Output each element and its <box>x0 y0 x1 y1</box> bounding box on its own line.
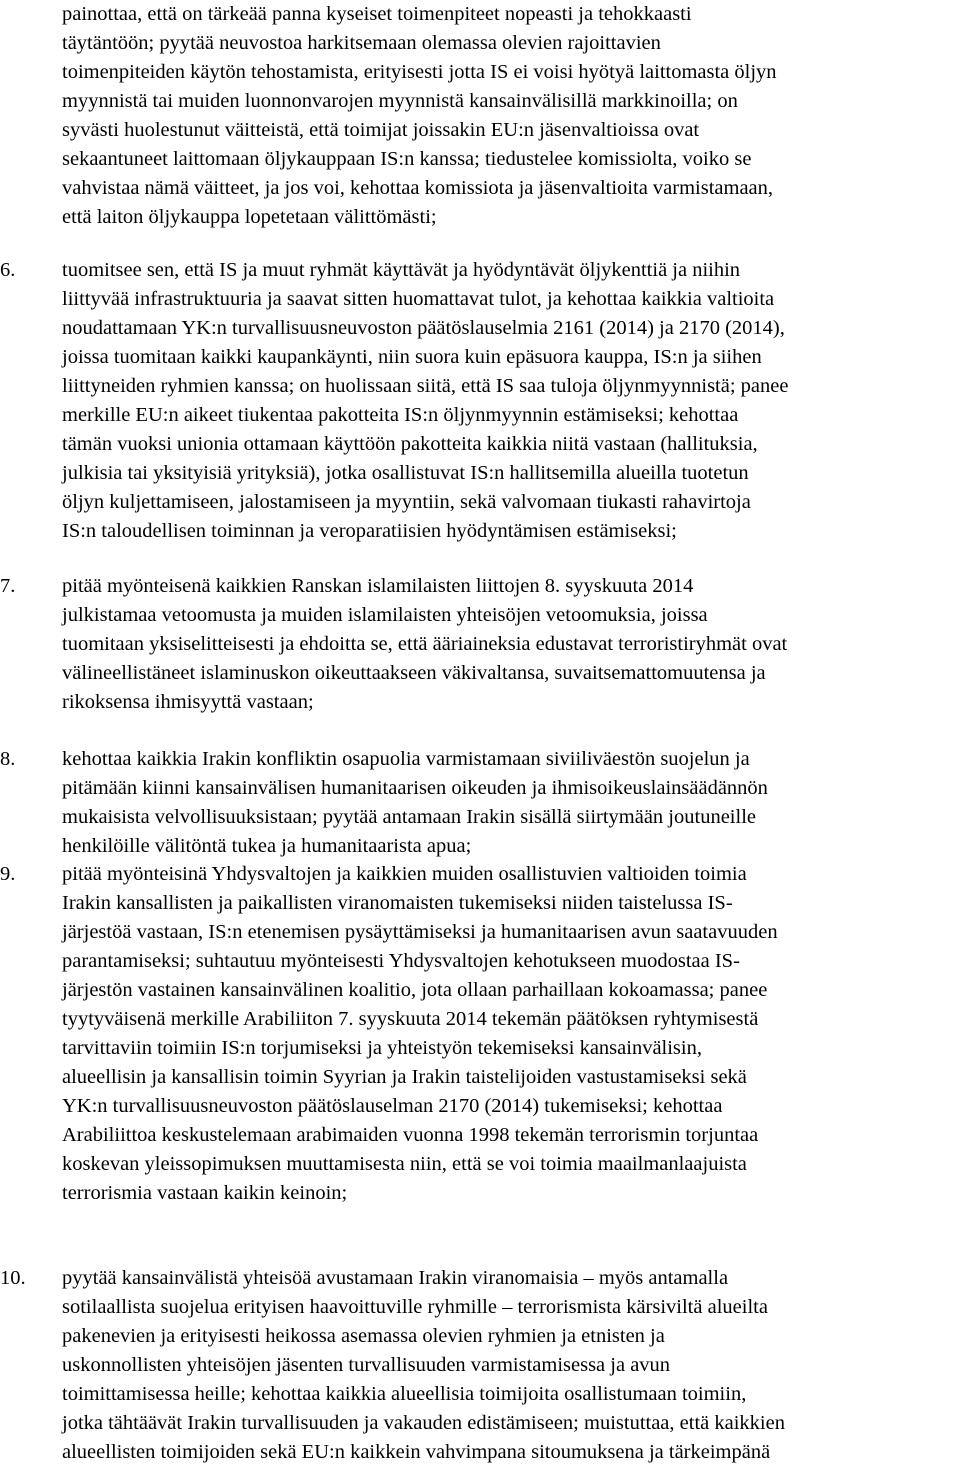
text-line: tämän vuoksi unionia ottamaan käyttöön pakotteita kaikkia niitä vastaan (hallituksia, <box>62 433 758 455</box>
text-line: painottaa, että on tärkeää panna kyseiset toimenpiteet nopeasti ja tehokkaasti <box>62 3 692 25</box>
text-line: alueellisten toimijoiden sekä EU:n kaikkein vahvimpana sitoumuksena ja tärkeimpänä <box>62 1441 771 1463</box>
text-line: pitää myönteisenä kaikkien Ranskan islamilaisten liittojen 8. syyskuuta 2014 <box>62 575 694 597</box>
text-line: järjestöä vastaan, IS:n etenemisen pysäyttämiseksi ja humanitaarisen avun saatavuuden <box>62 921 778 943</box>
text-line: pitää myönteisinä Yhdysvaltojen ja kaikkien muiden osallistuvien valtioiden toimia <box>62 863 747 885</box>
text-line: Irakin kansallisten ja paikallisten viranomaisten tukemiseksi niiden taistelussa IS- <box>62 892 733 914</box>
text-line: pitämään kiinni kansainvälisen humanitaarisen oikeuden ja ihmisoikeuslainsäädännön <box>62 777 768 799</box>
text-line: jotka tähtäävät Irakin turvallisuuden ja vakauden edistämiseen; muistuttaa, että kaikkien <box>62 1412 785 1434</box>
text-line: pyytää kansainvälistä yhteisöä avustamaan Irakin viranomaisia – myös antamalla <box>62 1267 729 1289</box>
text-line: tarvittaviin toimiin IS:n torjumiseksi ja yhteistyön tekemiseksi kansainvälisin, <box>62 1037 702 1059</box>
text-line: tuomitaan yksiselitteisesti ja ehdoitta se, että ääriaineksia edustavat terroristiryhmät ovat <box>62 633 788 655</box>
text-line: liittyneiden ryhmien kanssa; on huolissaan siitä, että IS saa tuloja öljynmyynnistä; panee <box>62 375 789 397</box>
text-line: terrorismia vastaan kaikin keinoin; <box>62 1182 348 1204</box>
text-line: Arabiliittoa keskustelemaan arabimaiden vuonna 1998 tekemän terrorismin torjuntaa <box>62 1124 759 1146</box>
text-line: että laiton öljykauppa lopetetaan välittömästi; <box>62 206 437 228</box>
text-line: myynnistä tai muiden luonnonvarojen myynnistä kansainvälisillä markkinoilla; on <box>62 90 738 112</box>
text-line: pakenevien ja erityisesti heikossa asemassa olevien ryhmien ja etnisten ja <box>62 1325 665 1347</box>
text-line: uskonnollisten yhteisöjen jäsenten turvallisuuden varmistamisessa ja avun <box>62 1354 671 1376</box>
text-line: parantamiseksi; suhtautuu myönteisesti Yhdysvaltojen kehotukseen muodostaa IS- <box>62 950 740 972</box>
text-line: öljyn kuljettamiseen, jalostamiseen ja myyntiin, sekä valvomaan tiukasti rahavirtoja <box>62 491 751 513</box>
list-item-7 <box>62 572 960 717</box>
text-line: koskevan yleissopimuksen muuttamisesta niin, että se voi toimia maailmanlaajuista <box>62 1153 747 1175</box>
text-line: sekaantuneet laittomaan öljykauppaan IS:n kanssa; tiedustelee komissiolta, voiko se <box>62 148 752 170</box>
text-line: mukaisista velvollisuuksistaan; pyytää antamaan Irakin sisällä siirtymään joutuneille <box>62 806 756 828</box>
list-item-6 <box>62 256 960 546</box>
item-number: 6. <box>0 259 16 281</box>
text-line: merkille EU:n aikeet tiukentaa pakotteita IS:n öljynmyynnin estämiseksi; kehottaa <box>62 404 739 426</box>
item-number: 8. <box>0 748 16 770</box>
text-line: alueellisin ja kansallisin toimin Syyrian ja Irakin taistelijoiden vastustamiseksi sekä <box>62 1066 747 1088</box>
text-line: toimenpiteiden käytön tehostamista, erityisesti jotta IS ei voisi hyötyä laittomasta öljyn <box>62 61 777 83</box>
text-line: vahvistaa nämä väitteet, ja jos voi, kehottaa komissiota ja jäsenvaltioita varmistamaan, <box>62 177 774 199</box>
list-item-8 <box>62 745 960 861</box>
text-line: julkisia tai yksityisiä yrityksiä), jotka osallistuvat IS:n hallitsemilla alueilla tuotetun <box>62 462 749 484</box>
text-line: julkistamaa vetoomusta ja muiden islamilaisten yhteisöjen vetoomuksia, joissa <box>62 604 708 626</box>
text-line: joissa tuomitaan kaikki kaupankäynti, niin suora kuin epäsuora kauppa, IS:n ja siihen <box>62 346 762 368</box>
text-line: YK:n turvallisuusneuvoston päätöslauselman 2170 (2014) tukemiseksi; kehottaa <box>62 1095 723 1117</box>
text-line: järjestön vastainen kansainvälinen koalitio, jota ollaan parhaillaan kokoamassa; panee <box>62 979 768 1001</box>
item-number: 7. <box>0 575 16 597</box>
item-number: 10. <box>0 1267 26 1289</box>
text-line: IS:n taloudellisen toiminnan ja veroparatiisien hyödyntämisen estämiseksi; <box>62 520 677 542</box>
item-number: 9. <box>0 863 16 885</box>
text-line: tyytyväisenä merkille Arabiliiton 7. syyskuuta 2014 tekemän päätöksen ryhtymisestä <box>62 1008 759 1030</box>
text-line: täytäntöön; pyytää neuvostoa harkitsemaan olemassa olevien rajoittavien <box>62 32 661 54</box>
text-line: kehottaa kaikkia Irakin konfliktin osapuolia varmistamaan siviiliväestön suojelun ja <box>62 748 750 770</box>
list-item-10 <box>62 1264 960 1467</box>
text-line: rikoksensa ihmisyyttä vastaan; <box>62 691 314 713</box>
text-line: tuomitsee sen, että IS ja muut ryhmät käyttävät ja hyödyntävät öljykenttiä ja niihin <box>62 259 741 281</box>
text-line: välineellistäneet islaminuskon oikeuttaakseen väkivaltansa, suvaitsemattomuutensa ja <box>62 662 766 684</box>
text-line: henkilöille välitöntä tukea ja humanitaarista apua; <box>62 835 472 857</box>
list-item-9 <box>62 860 960 1208</box>
text-line: noudattamaan YK:n turvallisuusneuvoston päätöslauselmia 2161 (2014) ja 2170 (2014), <box>62 317 785 339</box>
text-line: liittyvää infrastruktuuria ja saavat sitten huomattavat tulot, ja kehottaa kaikkia valtioita <box>62 288 775 310</box>
text-line: toimittamisessa heille; kehottaa kaikkia alueellisia toimijoita osallistumaan toimiin, <box>62 1383 747 1405</box>
text-line: syvästi huolestunut väitteistä, että toimijat joissakin EU:n jäsenvaltioissa ovat <box>62 119 700 141</box>
text-line: sotilaallista suojelua erityisen haavoittuville ryhmille – terrorismista kärsiviltä alueilta <box>62 1296 768 1318</box>
continuation-paragraph <box>62 0 960 232</box>
